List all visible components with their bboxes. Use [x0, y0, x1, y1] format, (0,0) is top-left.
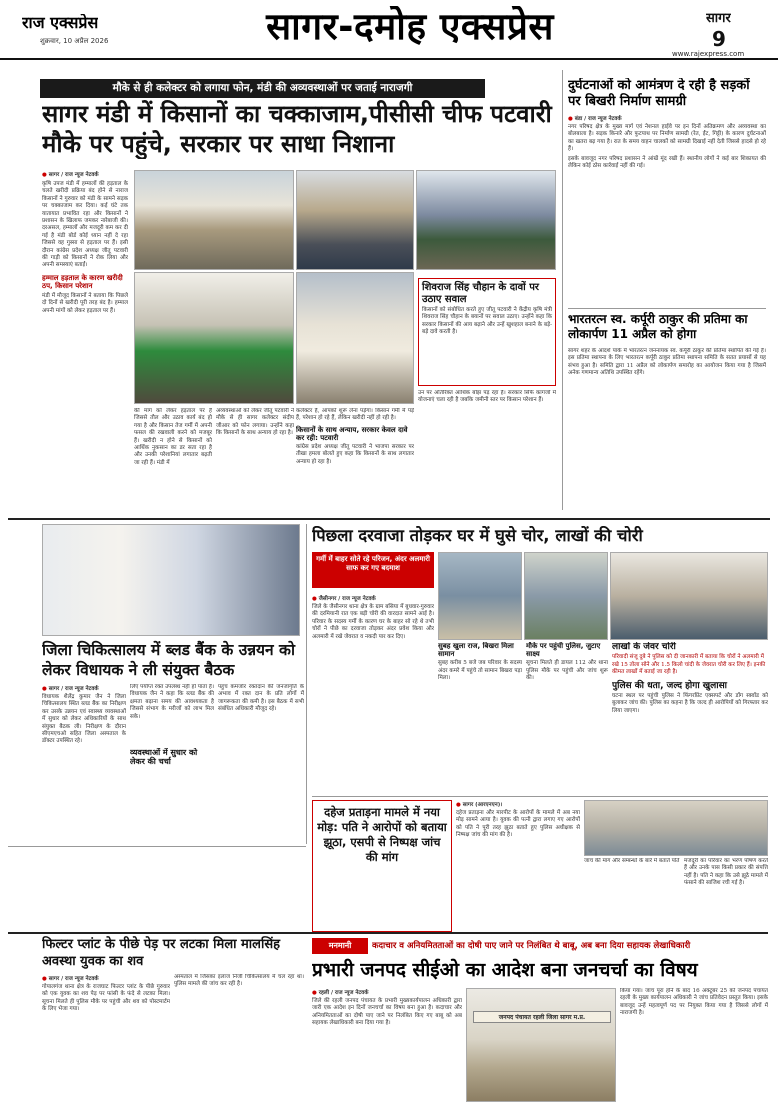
lead-text: कृषि उपज मंडी में हम्मालों की हड़ताल के चलते खरीदी प्रक्रिया बंद होने से नाराज किसानों ने गुरुवार को मंडी के सामने सड़क पर चक्काजाम कर दिया। कई घंटे तक यातायात प्रभावित रहा और किसानों ने प्रशासन के खिलाफ जमकर नारेबाजी की। दरअसल, हम्मालों और मजदूरी कम कर दी गई है मंडी बोर्ड कोई ध्यान नहीं दे रहा जिससे वह गुस्सा से हड़ताल पर हैं। इसी दौरान कांग्रेस प्रदेश अध्यक्ष जीतू पटवारी की गाड़ी को किसानों ने रोक लिया और अपनी समस्याएं बताईं।	[42, 181, 128, 269]
filter-text-2: अस्पताल में जिसका इलाज निजी चिकित्सालय में चल रहा था। पुलिस मामले की जांच कर रही है।	[174, 974, 304, 988]
brand-name: राज एक्सप्रेस	[22, 14, 99, 32]
debris-byline: ● बंडा / राज न्यूज नेटवर्क	[568, 114, 766, 122]
lead-subhead-1: हम्माल हड़ताल के कारण खरीदी ठप, किसान परेशान	[42, 273, 123, 290]
janpad-kicker: कदाचार व अनियमितताओं का दोषी पाए जाने पर निलंबित थे बाबू, अब बना दिया सहायक लेखाधिकारी	[372, 941, 691, 951]
police-text: घटना स्थल पर पहुंची पुलिस ने फिंगरप्रिंट एक्सपर्ट और डॉग स्क्वॉड को बुलाकर जांच की। पुलिस का कहना है कि जल्द ही आरोपियों को गिरफ्तार कर लिया जाएगा।	[612, 692, 768, 714]
lead-column-1	[42, 170, 128, 516]
lead-column-5: उन पर अतिरिक्त आर्थिक बोझ पड़ रहा है। सरकार सिर्फ कागजों में योजनाएं चला रही है जबकि जमीनी स्तर पर किसान परेशान हैं।	[418, 390, 556, 404]
filter-headline: फिल्टर प्लांट के पीछे पेड़ पर लटका मिला मालसिंह अवस्था युवक का शव	[42, 937, 281, 969]
thief-body	[312, 594, 434, 794]
thief-caption-1-text: सुबह करीब 5 बजे जब परिवार के सदस्य अंदर कमरे में पहुंचे तो सामान बिखरा पड़ा मिला।	[438, 660, 522, 681]
jewel-headline: लाखों के जेवर चोरी	[612, 642, 676, 652]
page-number: 9	[712, 28, 726, 51]
thief-text: जिले के जैसीनगर थाना क्षेत्र के ग्राम बसिया में बुधवार-गुरुवार की दरमियानी रात एक बड़ी चोरी की वारदात सामने आई है। परिवार के सदस्य गर्मी के कारण घर के बाहर सो रहे थे तभी चोरों ने पीछे का दरवाजा तोड़कर अंदर प्रवेश किया और अलमारी में रखे जेवरात व नकदी पार कर दिए।	[312, 604, 434, 640]
thief-caption-1: सुबह खुला राज, बिखरा मिला सामान	[438, 642, 514, 659]
dowry-photo	[584, 800, 768, 856]
karpuri-headline: भारतरत्न स्व. कर्पूरी ठाकुर की प्रतिमा का लोकार्पण 11 अप्रैल को होगा	[568, 312, 748, 341]
lead-column-4	[296, 408, 414, 516]
masthead	[0, 0, 778, 60]
lead-text-d: कांग्रेस प्रदेश अध्यक्ष जीतू पटवारी ने भाजपा सरकार पर तीखा हमला बोलते हुए कहा कि किसानों के साथ लगातार अन्याय हो रहा है।	[296, 443, 414, 465]
janpad-photo-sign: जनपद पंचायत रहली जिला सागर म.प्र.	[473, 1011, 611, 1023]
lead-column-3: अव्यवस्थाओं को लेकर जीतू पटवारी ने मौके से ही सागर कलेक्टर संदीप जीआर को फोन लगाया। उन्होंने कहा कि किसानों के साथ अन्याय हो रहा है।	[216, 408, 294, 437]
lead-photo-trolleys	[416, 170, 556, 270]
lead-photo-leader	[296, 272, 414, 404]
filter-text: गोपालगंज थाना क्षेत्र के राजघाट फिल्टर प्लांट के पीछे गुरुवार को एक युवक का शव पेड़ पर फांसी के फंदे से लटका मिला। सूचना मिलते ही पुलिस मौके पर पहुंची और शव को पोस्टमार्टम के लिए भेजा गया।	[42, 984, 170, 1013]
thief-photo-door	[438, 552, 522, 640]
thief-photo-police	[610, 552, 768, 640]
dowry-headline-box	[312, 800, 452, 932]
hospital-body	[42, 684, 126, 842]
janpad-text-2: किया गया। जांच पूरा होने के बाद 16 अक्टूबर 25 को जनपद पंचायत रहली के मुख्य कार्यपालन अधिकारी ने जांच प्रतिवेदन प्रस्तुत किया। इसके बावजूद उन्हें महत्वपूर्ण पद पर नियुक्त किया गया है जिससे लोगों में नाराजगी है।	[620, 988, 768, 1017]
debris-text-2: इसके बावजूद नगर परिषद प्रशासन ने आंखें मूंद रखी हैं। स्थानीय लोगों ने कई बार शिकायत की लेकिन कोई ठोस कार्रवाई नहीं की गई।	[568, 155, 766, 170]
janpad-tag: मनमानी	[312, 938, 368, 954]
lead-subhead-2: किसानों के साथ अन्याय, सरकार केवल दावे कर रही: पटवारी	[296, 425, 408, 442]
lead-byline: ● सागर / राज न्यूज नेटवर्क	[42, 170, 128, 178]
filter-byline: ● सागर / राज न्यूज नेटवर्क	[42, 974, 170, 982]
shivraj-box-headline: शिवराज सिंह चौहान के दावों पर उठाए सवाल	[422, 282, 540, 305]
dowry-headline: दहेज प्रताड़ना मामले में नया मोड़: पति ने आरोपों को बताया झूठा, एसपी से निष्पक्ष जांच की मांग	[317, 805, 447, 864]
thief-caption-2: मौके पर पहुंची पुलिस, जुटाए साक्ष्य	[526, 642, 601, 659]
page-section-title: सागर-दमोह एक्सप्रेस	[266, 6, 554, 48]
lead-text-b: मंडी में मौजूद किसानों ने बताया कि पिछले दो दिनों से खरीदी पूरी तरह बंद है। हम्माल अपनी मांगों को लेकर हड़ताल पर हैं।	[42, 292, 128, 314]
lead-text-c: कलेक्टर है, आपको शुरू लेना पड़ेगा। किसान गर्मी में पड़े हैं, परेशान हो रहे हैं, लेकिन खरीदी नहीं हो रही है।	[296, 408, 414, 422]
website-link[interactable]: www.rajexpress.com	[672, 50, 745, 58]
janpad-byline: ● रहली / राज न्यूज नेटवर्क	[312, 988, 462, 996]
shivraj-box-text: किसानों को संबोधित करते हुए जीतू पटवारी ने केंद्रीय कृषि मंत्री शिवराज सिंह चौहान के बयानों पर सवाल उठाए। उन्होंने कहा कि सरकार किसानों की आय बढ़ाने और उन्हें खुशहाल बनाने के बड़े-बड़े दावे करती है।	[422, 307, 552, 336]
thief-tag: गर्मी में बाहर सोते रहे परिजन, अंदर अलमारी साफ कर गए बदमाश	[312, 552, 434, 588]
janpad-body	[312, 988, 462, 1102]
karpuri-text: सागर शहर के आदर्श पार्क में भारतरत्न जननायक स्व. कर्पूरी ठाकुर की प्रतिमा स्थापित की गई है। इस प्रतिमा स्थापना के लिए भारतरत्न कर्पूरी ठाकुर प्रतिमा स्थापना समिति के सतत प्रयासों से यह संभव हुआ है। समिति द्वारा 11 अप्रैल को लोकार्पण समारोह का आयोजन किया गया है जिसमें अनेक गणमान्य अतिथि उपस्थित रहेंगे।	[568, 348, 766, 377]
lead-photo-market	[134, 170, 294, 270]
thief-photo-room	[524, 552, 608, 640]
janpad-text: जिले की रहली जनपद पंचायत के प्रभारी मुख्यकार्यपालन अधिकारी द्वारा जारी एक आदेश इन दिनों जनचर्चा का विषय बना हुआ है। कदाचार और अनियमितताओं का दोषी पाए जाने पर निलंबित किए गए बाबू को अब सहायक लेखाधिकारी बना दिया गया है।	[312, 998, 462, 1027]
lead-photo-tractor	[134, 272, 294, 404]
thief-caption-2-box	[526, 642, 608, 792]
filter-body	[42, 974, 170, 1100]
debris-headline: दुर्घटनाओं को आमंत्रण दे रही है सड़कों पर बिखरी निर्माण सामग्री	[568, 78, 750, 109]
jewel-text: परिवादी संजू दुबे ने पुलिस को दी जानकारी में बताया कि चोरों ने अलमारी में रखे 15 तोला सोने और 1.5 किलो चांदी के जेवरात चोरी कर लिए हैं। इनकी कीमत लाखों में बताई जा रही है।	[612, 654, 766, 676]
hospital-text-3: पहुंच कमजोर रक्तदान की जनजागृति के अभाव में रक्त दान के प्रति लोगों में जागरूकता की कमी है। इस बैठक में सभी संबंधित अधिकारी मौजूद रहे।	[218, 684, 304, 713]
shivraj-box	[418, 278, 556, 386]
dowry-byline: ● सागर (आरएनएन)।	[456, 800, 580, 808]
thief-headline: पिछला दरवाजा तोड़कर घर में घुसे चोर, लाखों की चोरी	[312, 526, 643, 545]
janpad-headline: प्रभारी जनपद सीईओ का आदेश बना जनचर्चा का विषय	[312, 959, 698, 981]
hospital-text-2: लिए पर्याप्त रक्त उपलब्ध नहीं हो पाता है। विधायक जैन ने कहा कि ब्लड बैंक की क्षमता बढ़ाना समय की आवश्यकता है जिससे संभाग के मरीजों को लाभ मिल सके।	[130, 684, 214, 720]
dowry-text: दहेज प्रताड़ना और मारपीट के आरोपों के मामले में अब नया मोड़ सामने आया है। युवक की पत्नी द्वारा लगाए गए आरोपों को पति ने पूरी तरह झूठा बताते हुए पुलिस अधीक्षक से निष्पक्ष जांच की मांग की है।	[456, 810, 580, 839]
dowry-body	[456, 800, 580, 934]
lead-headline: सागर मंडी में किसानों का चक्काजाम,पीसीसी चीफ पटवारी मौके पर पहुंचे, सरकार पर साधा निशाना	[42, 100, 552, 158]
jewel-box	[612, 642, 768, 792]
lead-kicker: मौके से ही कलेक्टर को लगाया फोन, मंडी की अव्यवस्थाओं पर जताई नाराजगी	[40, 79, 485, 98]
thief-byline: ● जैसीनगर / राज न्यूज नेटवर्क	[312, 594, 434, 602]
thief-caption-2-text: सूचना मिलते ही डायल 112 और थाना पुलिस मौके पर पहुंची और जांच शुरू की।	[526, 660, 608, 681]
dowry-caption: जांच की मांग और सम्बन्धों के बारे में बताते पति	[584, 858, 680, 864]
debris-body	[568, 114, 766, 304]
thief-caption-1-box	[438, 642, 522, 792]
janpad-photo	[466, 988, 616, 1102]
police-headline: पुलिस की धता, जल्द होगा खुलासा	[612, 680, 728, 691]
dowry-text-2: मजदूरी का परिवार का भरण पोषण करते हैं और उनके पास किसी प्रकार की संपत्ति नहीं है। पति ने कहा कि उसे झूठे मामले में फंसाने की साजिश रची गई है।	[684, 858, 768, 887]
lead-column-2: की मांग को लेकर हड़ताल पर हैं जिससे तौल और उठाव कार्य बंद हो गया है और किसान तेज गर्मी में अपनी फसल की रखवाली करने को मजबूर हैं। खरीदी न होने से किसानों को आर्थिक नुकसान का डर सता रहा है और उनकी परेशानियां लगातार बढ़ती जा रही हैं। मंडी में	[134, 408, 212, 466]
lead-photo-crowd	[296, 170, 414, 270]
city-label: सागर	[706, 12, 731, 26]
issue-date: शुक्रवार, 10 अप्रैल 2026	[40, 37, 109, 45]
hospital-photo	[42, 524, 300, 636]
debris-text: नगर परिषद क्षेत्र के मुख्य मार्ग एवं नेशनल हाईवे पर इन दिनों अतिक्रमण और अव्यवस्था का बोलबाला है। सड़क किनारे और फुटपाथ पर निर्माण सामग्री (रेत, ईंट, गिट्टी) के कारण दुर्घटनाओं का खतरा बढ़ गया है। रात के समय वाहन चालकों को सामग्री दिखाई नहीं देती जिससे हादसे हो रहे हैं।	[568, 124, 766, 153]
hospital-headline: जिला चिकित्सालय में ब्लड बैंक के उन्नयन को लेकर विधायक ने ली संयुक्त बैठक	[42, 641, 295, 679]
hospital-subhead: व्यवस्थाओं में सुधार को लेकर की चर्चा	[130, 748, 198, 767]
hospital-text: विधायक शैलेंद्र कुमार जैन ने जिला चिकित्सालय स्थित ब्लड बैंक का निरीक्षण कर उसके उन्नयन एवं स्वास्थ्य व्यवस्थाओं में सुधार को लेकर अधिकारियों के साथ संयुक्त बैठक ली। निरीक्षण के दौरान सीएमएचओ सहित जिला अस्पताल के डॉक्टर उपस्थित रहे।	[42, 694, 126, 745]
hospital-byline: ● सागर / राज न्यूज नेटवर्क	[42, 684, 126, 692]
